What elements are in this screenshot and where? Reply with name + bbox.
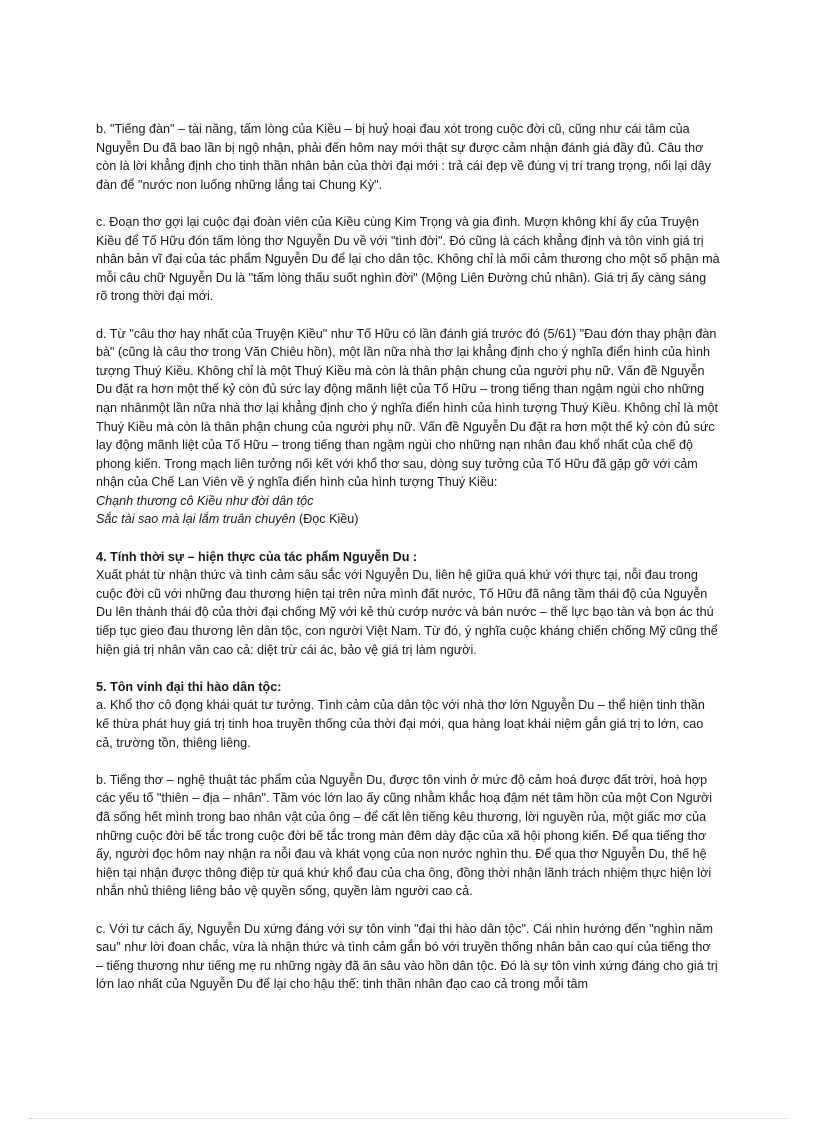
verse-line-1: Chạnh thương cô Kiều như đời dân tộc (96, 493, 314, 508)
section-heading-4: 4. Tính thời sự – hiện thực của tác phẩm Nguyễn Du : (96, 549, 418, 564)
paragraph-5a: a. Khổ thơ cô đọng khái quát tư tưởng. Tình cảm của dân tộc với nhà thơ lớn Nguyễn Du – thể hiện tinh thần kế thừa phát huy giá trị tinh hoa truyền thống của thời đại mới, qua hàng loạt khái niệm gắn giá trị to lớn, cao cả, trường tồn, thiêng liêng. (96, 698, 705, 750)
paragraph-c-doan-tho: c. Đoạn thơ gợi lại cuộc đại đoàn viên của Kiều cùng Kim Trọng và gia đình. Mượn không khí ấy của Truyện Kiều để Tố Hữu đón tấm lòng thơ Nguyễn Du về với "tình đời". Đó cũng là cách khẳng định và tôn vinh giá trị nhân bản vĩ đại của tác phẩm Nguyễn Du để lại cho dân tộc. Không chỉ là mối cảm thương cho một số phận mà mỗi câu chữ Nguyễn Du là "tấm lòng thấu suốt nghìn đời" (Mộng Liên Đường chủ nhân). Giá trị ấy càng sáng rõ trong thời đại mới. (96, 214, 720, 304)
paragraph-d-text: d. Từ "câu thơ hay nhất của Truyện Kiều" như Tố Hữu có lần đánh giá trước đó (5/61) "Đau đớn thay phận đàn bà" (cũng là câu thơ trong Văn Chiêu hồn), một lần nữa nhà thơ lại khẳng định cho ý nghĩa điển hình của hình tượng Thuý Kiều. Không chỉ là một Thuý Kiều mà còn là thân phận chung của người phụ nữ. Vấn đề Nguyễn Du đặt ra hơn một thế kỷ còn đủ sức lay động mãnh liệt của Tố Hữu – trong tiếng than ngậm ngùi cho những nạn nhânmột lần nữa nhà thơ lại khẳng định cho ý nghĩa điển hình của hình tượng Thuý Kiều. Không chỉ là một Thuý Kiều mà còn là thân phận chung của người phụ nữ. Vấn đề Nguyễn Du đặt ra hơn một thế kỷ còn đủ sức lay động mãnh liệt của Tố Hữu – trong tiếng than ngậm ngùi cho những nạn nhân đau khổ nhất của chế độ phong kiến. Trong mạch liên tưởng nối kết với khổ thơ sau, dòng suy tưởng của Tố Hữu đã gặp gỡ với cảm nhận của Chế Lan Viên về ý nghĩa điển hình của hình tượng Thuý Kiều: (96, 326, 718, 490)
document-page (96, 120, 720, 994)
paragraph-d-cau-tho-hay-nhat (96, 325, 720, 530)
paragraph-5c: c. Với tư cách ấy, Nguyễn Du xứng đáng với sự tôn vinh "đại thi hào dân tộc". Cái nhìn hướng đến "nghìn năm sau" như lời đoan chắc, vừa là nhận thức và tình cảm gắn bó với truyền thống nhân bản cao quí của tiếng thơ – tiếng thương như tiếng mẹ ru những ngày đã ăn sâu vào hồn dân tộc. Đó là sự tôn vinh xứng đáng cho giá trị lớn lao nhất của Nguyễn Du để lại cho hậu thế: tinh thần nhân đạo cao cả trong mỗi tâm (96, 921, 718, 992)
paragraph-5b: b. Tiếng thơ – nghệ thuật tác phẩm của Nguyễn Du, được tôn vinh ở mức độ cảm hoá được đất trời, hoà hợp các yếu tố "thiên – địa – nhân". Tầm vóc lớn lao ấy cũng nhằm khắc hoạ đậm nét tâm hồn của một Con Người đã sống hết mình trong bao nhân vật của ông – để cất lên tiếng kêu thương, lời nguyền rủa, một giấc mơ của những cuộc đời bế tắc trong cuộc đời bế tắc trong màn đêm dày đặc của xã hội phong kiến. Để qua tiếng thơ ấy, người đọc hôm nay nhận ra nỗi đau và khát vọng của non nước nghìn thu. Để qua thơ Nguyễn Du, thế hệ hiện tại nhận được thông điệp từ quá khứ khổ đau của cha ông, đồng thời nhận lãnh trách nhiệm thực hiện lời nhắn nhủ thiêng liêng bảo vệ quyền sống, quyền làm người cao cả. (96, 772, 713, 899)
verse-source: (Đọc Kiều) (295, 512, 359, 527)
paragraph-section-4: Xuất phát từ nhận thức và tình cảm sâu sắc với Nguyễn Du, liên hệ giữa quá khứ với thực tại, nỗi đau trong cuộc đời cũ với những đau thương hiện tại trên nửa mình đất nước, Tố Hữu đã nâng tầm thái độ của Nguyễn Du lên thành thái độ của thời đại chống Mỹ với kẻ thù cướp nước và bán nước – thế lực bạo tàn và bọn ác thú tiếp tục gieo đau thương lên dân tộc, con người Việt Nam. Từ đó, ý nghĩa cuộc kháng chiến chống Mỹ cũng thể hiện giá trị nhân văn cao cả: diệt trừ cái ác, bảo vệ giá trị làm người. (96, 568, 718, 657)
verse-line-2: Sắc tài sao mà lại lắm truân chuyên (96, 512, 296, 527)
verse-line-2-wrapper (96, 510, 720, 529)
section-heading-5: 5. Tôn vinh đại thi hào dân tộc: (96, 679, 282, 694)
page-bottom-divider (28, 1118, 788, 1119)
paragraph-b-tieng-dan: b. "Tiếng đàn" – tài năng, tấm lòng của Kiều – bị huỷ hoại đau xót trong cuộc đời cũ, cũng như cái tâm của Nguyễn Du đã bao lần bị ngộ nhận, phải đến hôm nay mới thật sự được cảm nhận đánh giá đầy đủ. Câu thơ còn là lời khẳng định cho tinh thần nhân bản của thời đại mới : trả cái đẹp về đúng vị trí trang trọng, nối lại dây đàn để "nước non luống những lắng tai Chung Kỳ". (96, 122, 711, 192)
